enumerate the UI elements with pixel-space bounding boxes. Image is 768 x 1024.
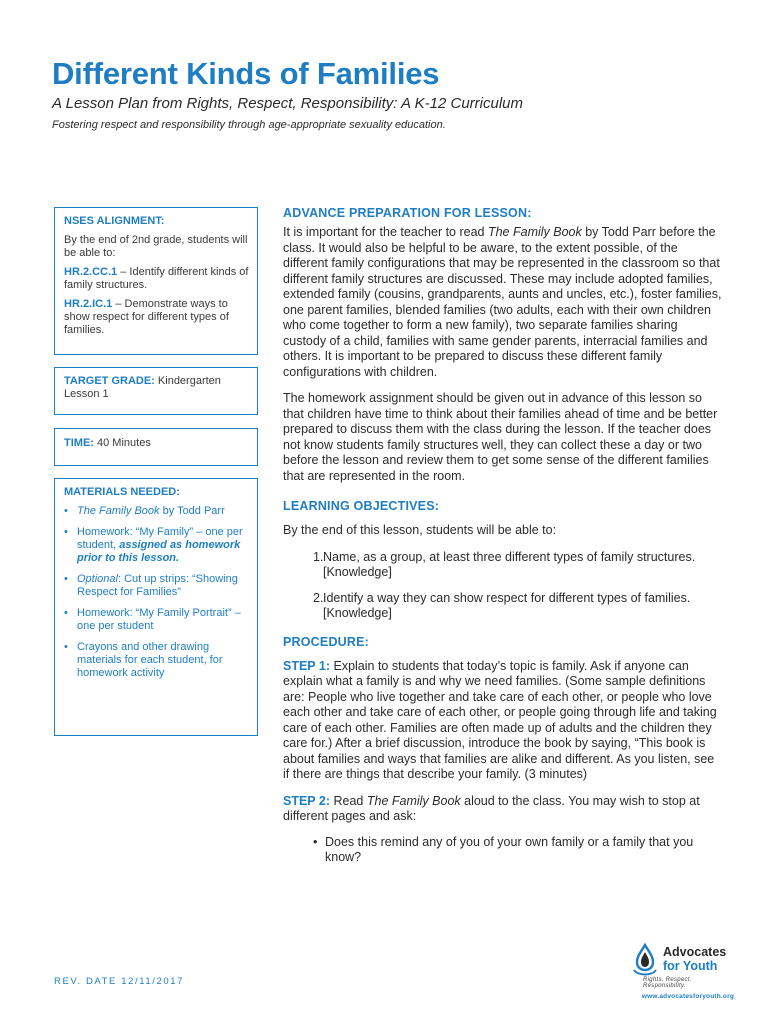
materials-item bbox=[64, 526, 249, 565]
nses-text: – Demonstrate ways to show respect for different types of families. bbox=[64, 298, 229, 336]
objectives-intro: By the end of this lesson, students will be able to: bbox=[283, 523, 557, 537]
target-grade-heading: TARGET GRADE: bbox=[64, 375, 155, 387]
page-header bbox=[52, 56, 732, 132]
objective-item bbox=[313, 550, 723, 581]
time-box bbox=[54, 428, 258, 466]
logo-name-line1: Advocates bbox=[663, 945, 727, 959]
objectives-list bbox=[283, 550, 723, 622]
nses-item bbox=[64, 298, 249, 337]
nses-code: HR.2.IC.1 bbox=[64, 298, 113, 310]
time-value: 40 Minutes bbox=[93, 437, 151, 449]
materials-item: • Crayons and other drawing materials for each student, for homework activity bbox=[64, 641, 249, 680]
objective-number: 2. bbox=[313, 590, 324, 605]
nses-heading: NSES ALIGNMENT: bbox=[64, 215, 165, 227]
step-2-paragraph bbox=[283, 794, 723, 825]
objective-item bbox=[313, 591, 723, 622]
main-content bbox=[283, 205, 723, 866]
page-subtitle: A Lesson Plan from Rights, Respect, Responsibility: A K-12 Curriculum bbox=[52, 95, 524, 112]
materials-heading: MATERIALS NEEDED: bbox=[64, 486, 180, 498]
step-1-paragraph bbox=[283, 659, 723, 783]
nses-text: – Identify different kinds of family structures. bbox=[64, 266, 249, 291]
book-title: The Family Book bbox=[487, 225, 582, 239]
lesson-number: Lesson 1 bbox=[64, 388, 109, 400]
nses-alignment-box bbox=[54, 207, 258, 355]
step-2-questions bbox=[283, 835, 723, 866]
drop-logo-icon bbox=[632, 943, 658, 977]
homework-paragraph: The homework assignment should be given out in advance of this lesson so that children have time to think about their families ahead of time and be better prepared to discuss them with the class during the lesson. If the teacher does not know students family structures well, they can collect these a day or two before the lesson and review them to get some sense of the different families that are represented in the room. bbox=[283, 391, 718, 483]
advance-prep-heading: ADVANCE PREPARATION FOR LESSON: bbox=[283, 206, 532, 220]
advocates-for-youth-logo bbox=[618, 943, 734, 1003]
time-heading: TIME: bbox=[64, 437, 94, 449]
materials-list bbox=[64, 505, 249, 680]
step-1-label: STEP 1: bbox=[283, 658, 331, 673]
paragraph-text: It is important for the teacher to read bbox=[283, 225, 488, 239]
materials-box bbox=[54, 478, 258, 736]
materials-text: Homework: “My Family” – one per student, bbox=[77, 526, 243, 551]
materials-item bbox=[64, 505, 249, 518]
question-item: • Does this remind any of you of your own family or a family that you know? bbox=[313, 835, 723, 866]
target-grade-box bbox=[54, 367, 258, 415]
website-link[interactable]: www.advocatesforyouth.org bbox=[641, 993, 734, 1000]
nses-item bbox=[64, 266, 249, 292]
target-grade-value: Kindergarten bbox=[154, 375, 221, 387]
step-1-text: Explain to students that today’s topic is family. Ask if anyone can explain what a family is and why we need families. (Some sample definitions are: People who live together and take care of each other, or people who love each other and take care of each other, or people going through life and taking care of each other. Families are often made up of adults and the children they care for.) After a brief discussion, introduce the book by saying, “This book is about families and ways that families are alike and different. As you listen, see if there are things that describe your family. (3 minutes) bbox=[283, 658, 717, 781]
sidebar bbox=[54, 207, 258, 736]
objective-text: Identify a way they can show respect for different types of families. [Knowledge] bbox=[323, 590, 691, 620]
objective-text: Name, as a group, at least three different types of family structures. [Knowledge] bbox=[323, 549, 696, 579]
paragraph-text: by Todd Parr before the class. It would also be helpful to be aware, to the extent possible, of the different family configurations that may be represented in the classroom so that different family structures are discussed. These may include adopted families, extended family (cousins, grandparents, aunts and uncles, etc.), foster families, one parent families, blended families (two adults, each with their own children who come together to form a new family), two separate families sharing custody of a child, families with same gender parents, interracial families and others. It is important to be prepared to discuss these different family configurations with children. bbox=[283, 225, 722, 379]
materials-item bbox=[64, 573, 249, 599]
logo-tagline: Rights. Respect. Responsibility. bbox=[643, 977, 692, 989]
page-tagline: Fostering respect and responsibility through age-appropriate sexuality education. bbox=[52, 119, 446, 131]
step-2-text: Read bbox=[330, 793, 367, 808]
materials-optional: Optional bbox=[77, 573, 118, 585]
book-title: The Family Book bbox=[77, 505, 160, 517]
materials-emphasis: assigned as homework prior to this lesson. bbox=[77, 539, 241, 564]
page-title: Different Kinds of Families bbox=[52, 56, 440, 91]
logo-name-line2: for Youth bbox=[663, 959, 718, 973]
step-2-label: STEP 2: bbox=[283, 793, 331, 808]
procedure-heading: PROCEDURE: bbox=[283, 634, 370, 649]
book-title: The Family Book bbox=[366, 793, 461, 808]
objective-number: 1. bbox=[313, 549, 324, 564]
nses-code: HR.2.CC.1 bbox=[64, 266, 118, 278]
materials-text: : Cut up strips: “Showing Respect for Families” bbox=[77, 573, 238, 598]
materials-item: • Homework: “My Family Portrait” – one per student bbox=[64, 607, 249, 633]
step-2-text: aloud to the class. You may wish to stop at different pages and ask: bbox=[283, 793, 700, 823]
advance-prep-paragraph bbox=[283, 225, 723, 380]
nses-intro: By the end of 2nd grade, students will be able to: bbox=[64, 234, 248, 259]
materials-text: by Todd Parr bbox=[159, 505, 225, 517]
objectives-heading: LEARNING OBJECTIVES: bbox=[283, 499, 440, 513]
revision-date: REV. DATE 12/11/2017 bbox=[54, 976, 185, 987]
